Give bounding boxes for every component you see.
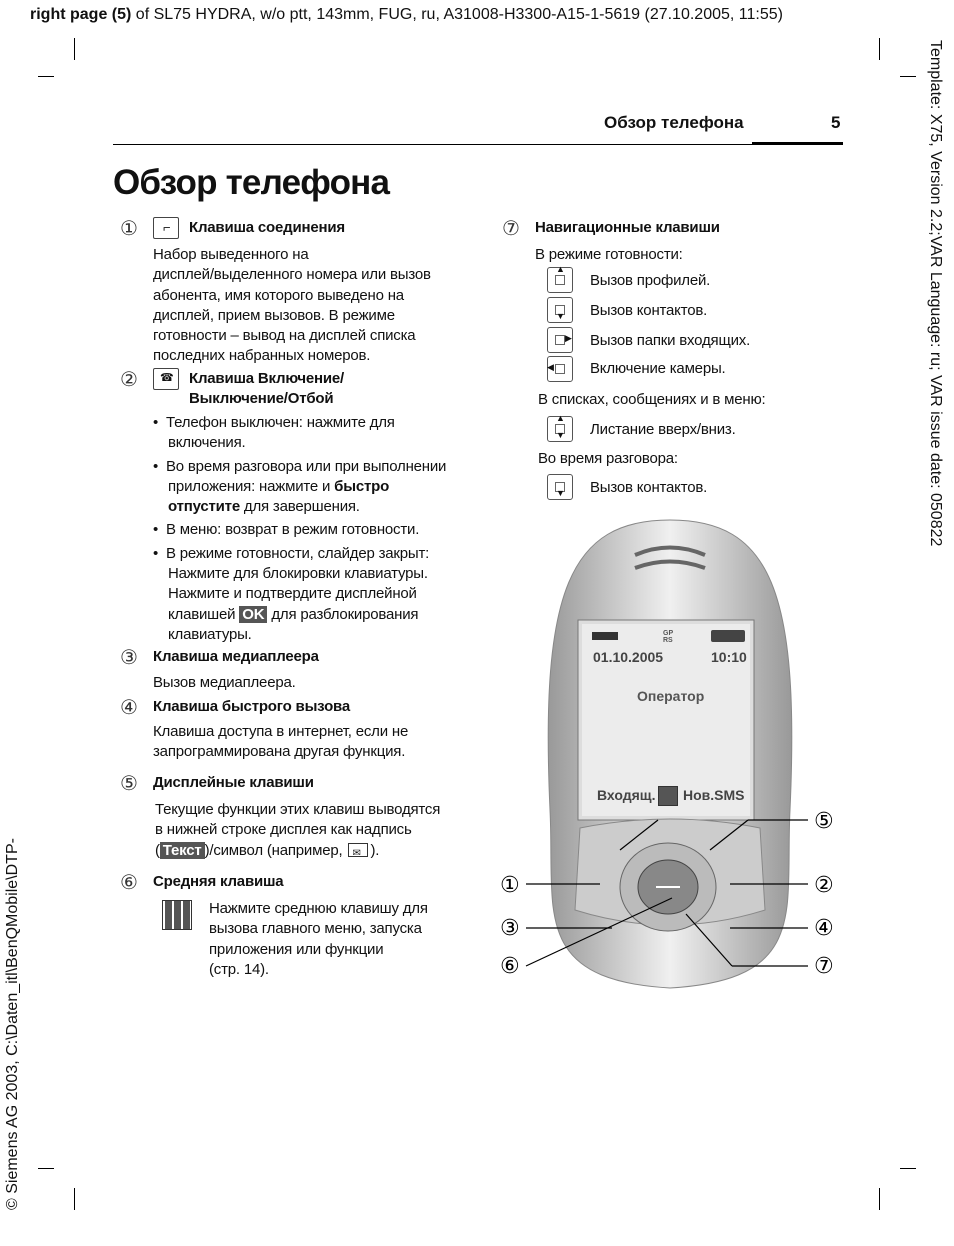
text-line: в нижней строке дисплея как надпись (155, 821, 412, 839)
callout-2: ② (814, 873, 834, 898)
side-template-text: Template: X75, Version 2.2;VAR Language: ru; VAR issue date: 050822 (927, 40, 944, 547)
text-line: ( (155, 841, 160, 859)
nav-description: Вызов папки входящих. (590, 332, 751, 349)
title-line: Выключение/Отбой (189, 390, 334, 408)
text-line: Во время разговора или при выполнении (166, 457, 447, 475)
header-rule (113, 144, 843, 145)
end-key-icon: ☎ (153, 368, 179, 390)
text-line: включения. (168, 434, 246, 452)
nav-description: Вызов контактов. (590, 302, 708, 319)
callout-1: ① (500, 873, 520, 898)
text-line: абонента, имя которого выведено на (153, 286, 404, 304)
page-title: Обзор телефона (113, 163, 390, 202)
text-line: В меню: возврат в режим готовности. (166, 521, 420, 539)
text-line: дисплей/выделенного номера или вызов (153, 266, 431, 284)
nav-description: Вызов контактов. (590, 479, 708, 496)
bold-text: быстро (334, 477, 390, 495)
screen-date: 01.10.2005 (593, 649, 664, 665)
gprs-line: GP (663, 630, 674, 637)
nav-updown-icon: ▲ ▼ (547, 416, 573, 442)
screen-menu-icon (658, 786, 678, 806)
item-title: Навигационные клавиши (535, 219, 720, 236)
bullet-list: • Телефон выключен: нажмите для включения. • Во время разговора или при выполнении приложения: нажмите и быстро отпустите для завершения. • В меню: возврат в режим готовности. • В режиме готовности, слайдер закрыт: Нажмите для блокировки клавиатуры. Нажмите и подтвердите дисплейной клавишей OK для разблокирования клавиатуры. (153, 413, 446, 645)
crop-mark (900, 76, 916, 77)
text-line: готовности – вывод на дисплей списка (153, 327, 416, 345)
crop-mark (900, 1168, 916, 1169)
standby-label: В режиме готовности: (535, 246, 683, 263)
item-number: ① (120, 216, 138, 240)
crop-mark (38, 1168, 54, 1169)
text-line: Текущие функции этих клавиш выводятся (155, 801, 441, 818)
callout-4: ④ (814, 916, 834, 941)
item-number: ⑦ (502, 216, 520, 240)
text-line: Нажмите и подтвердите дисплейной (168, 585, 417, 603)
screen-softkey-right: Нов.SMS (683, 787, 745, 803)
side-copyright-text: © Siemens AG 2003, C:\Daten_itl\BenQMobile\DTP- (4, 838, 21, 1210)
text-line: Набор выведенного на (153, 246, 309, 263)
text-line: приложения: нажмите и (168, 477, 335, 495)
nav-down-icon: ▼ (547, 474, 573, 500)
text-line: Телефон выключен: нажмите для (166, 414, 395, 431)
crop-mark (879, 38, 880, 60)
new-message-symbol-icon: ✉ (348, 843, 368, 857)
item-body: Вызов медиаплеера. (153, 674, 296, 691)
nav-down-icon: ▼ (547, 297, 573, 323)
call-key-icon: ⌐ (153, 217, 179, 239)
crop-mark (74, 1188, 75, 1210)
nav-left-icon: ◀ (547, 356, 573, 382)
text-line: Нажмите среднюю клавишу для (209, 900, 428, 917)
item-body (153, 245, 431, 367)
item-title: Клавиша соединения (189, 219, 345, 236)
callout-6: ⑥ (500, 954, 520, 979)
item-number: ③ (120, 645, 138, 669)
page-number: 5 (831, 113, 841, 132)
text-line: В режиме готовности, слайдер закрыт: (166, 544, 430, 562)
bold-text: отпустите (168, 498, 240, 516)
battery-icon (711, 630, 745, 642)
text-line: дисплей, прием вызовов. В режиме (153, 306, 395, 324)
nav-right-icon: ▶ (547, 327, 573, 353)
header-rule-accent (752, 142, 843, 145)
item-title (189, 369, 344, 410)
screen-operator: Оператор (637, 688, 705, 704)
item-body (209, 899, 428, 980)
item-body (155, 800, 440, 861)
item-number: ② (120, 367, 138, 391)
crop-mark (879, 1188, 880, 1210)
running-header-title: Обзор телефона (604, 113, 744, 132)
text-line: Клавиша доступа в интернет, если не (153, 723, 409, 740)
text-line: вызова главного меню, запуска (209, 920, 422, 938)
item-title: Клавиша быстрого вызова (153, 698, 350, 715)
item-title: Дисплейные клавиши (153, 774, 314, 791)
menu-grid-icon (162, 900, 192, 930)
text-line: для завершения. (239, 498, 360, 516)
nav-description: Вызов профилей. (590, 272, 711, 289)
text-line: клавишей (168, 605, 240, 623)
signal-strength-icon (592, 632, 618, 640)
text-line: приложения или функции (209, 940, 384, 958)
text-line: Нажмите для блокировки клавиатуры. (168, 565, 428, 583)
nav-up-icon: ▲ (547, 267, 573, 293)
gprs-line: RS (663, 637, 673, 644)
text-softkey-badge: Текст (160, 842, 205, 859)
item-title: Клавиша медиаплеера (153, 648, 319, 665)
text-line: запрограммирована другая функция. (153, 743, 406, 761)
crop-mark (74, 38, 75, 60)
print-meta-header (30, 6, 783, 24)
item-body (153, 722, 408, 763)
text-line: клавиатуры. (168, 625, 252, 643)
text-line: )/символ (например, (204, 841, 347, 859)
item-number: ⑥ (120, 870, 138, 894)
item-number: ④ (120, 695, 138, 719)
screen-time: 10:10 (711, 649, 747, 665)
ok-softkey-badge: OK (239, 606, 267, 623)
nav-description: Листание вверх/вниз. (590, 421, 736, 438)
text-line: (стр. 14). (209, 960, 269, 978)
meta-rest: of SL75 HYDRA, w/o ptt, 143mm, FUG, ru, A31008-H3300-A15-1-5619 (27.10.2005, 11:55) (131, 6, 783, 23)
meta-bold: right page (5) (30, 6, 132, 23)
gprs-indicator (663, 630, 673, 644)
screen-softkey-left: Входящ. (597, 787, 656, 803)
crop-mark (38, 76, 54, 77)
item-number: ⑤ (120, 771, 138, 795)
text-line: ). (370, 841, 380, 859)
text-line: для разблокирования (267, 605, 419, 623)
nav-description: Включение камеры. (590, 360, 726, 377)
callout-7: ⑦ (814, 954, 834, 979)
callout-3: ③ (500, 916, 520, 941)
title-line: Клавиша Включение/ (189, 370, 345, 387)
lists-label: В списках, сообщениях и в меню: (538, 391, 766, 408)
callout-5: ⑤ (814, 809, 834, 834)
call-label: Во время разговора: (538, 450, 678, 467)
phone-illustration (490, 510, 850, 1030)
text-line: последних набранных номеров. (153, 347, 371, 365)
item-title: Средняя клавиша (153, 873, 284, 890)
